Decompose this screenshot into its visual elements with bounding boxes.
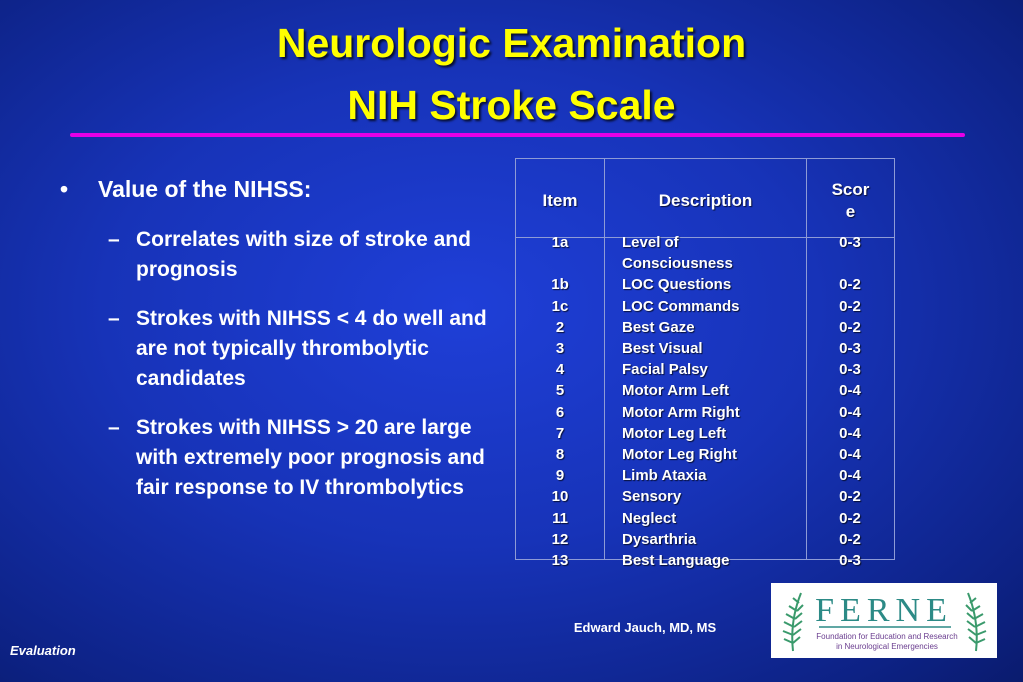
cell-item: 6 <box>555 403 565 421</box>
cell-description: Best Language <box>622 552 730 570</box>
cell-score: 0-2 <box>839 276 861 294</box>
table-row <box>516 380 894 401</box>
header-description: Description <box>658 191 753 210</box>
table-row <box>516 296 894 317</box>
cell-score: 0-2 <box>839 530 861 548</box>
sub-bullet-text: Strokes with NIHSS > 20 are large with extremely poor prognosis and fair response to IV thrombolytics <box>136 416 485 499</box>
cell-item: 13 <box>551 552 569 570</box>
table-row <box>516 274 894 295</box>
header-score: Scor e <box>831 180 870 221</box>
cell-description: Motor Leg Right <box>622 446 737 464</box>
slide-title-line2: NIH Stroke Scale <box>347 82 676 128</box>
cell-description: Best Visual <box>622 340 703 358</box>
cell-description: Motor Leg Left <box>622 424 727 442</box>
cell-description: Neglect <box>622 509 677 527</box>
cell-score: 0-2 <box>839 509 861 527</box>
slide-title-line1: Neurologic Examination <box>276 20 747 66</box>
cell-item: 5 <box>555 382 565 400</box>
cell-description: Motor Arm Left <box>622 382 729 400</box>
table-row <box>516 465 894 486</box>
sub-bullet-text: Correlates with size of stroke and prognosis <box>136 228 471 281</box>
cell-description: Dysarthria <box>622 530 697 548</box>
logo-tagline-2: in Neurological Emergencies <box>836 642 938 651</box>
cell-score: 0-3 <box>839 234 861 251</box>
sub-bullet-2 <box>60 304 500 394</box>
cell-item: 4 <box>555 361 565 379</box>
cell-description: LOC Commands <box>622 297 740 315</box>
cell-score: 0-2 <box>839 488 861 506</box>
cell-description: Limb Ataxia <box>622 467 707 485</box>
cell-item: 8 <box>555 446 565 464</box>
table-row <box>516 402 894 423</box>
cell-score: 0-4 <box>839 382 861 400</box>
footer-section-label: Evaluation <box>10 643 76 658</box>
cell-score: 0-4 <box>839 446 861 464</box>
table-row <box>516 550 894 571</box>
bullet-dot: • <box>60 176 69 202</box>
cell-item: 10 <box>551 488 569 506</box>
author-credit: Edward Jauch, MD, MS <box>573 620 717 635</box>
dash-marker: – <box>108 416 120 439</box>
cell-description: Sensory <box>622 488 682 506</box>
cell-item: 7 <box>555 424 565 442</box>
cell-description: Facial Palsy <box>622 361 708 379</box>
sub-bullet-3 <box>60 413 500 503</box>
table-row <box>516 317 894 338</box>
table-row <box>516 508 894 529</box>
table-row <box>516 338 894 359</box>
cell-description: Best Gaze <box>622 318 695 336</box>
cell-score: 0-4 <box>839 424 861 442</box>
bullet-main <box>60 172 500 206</box>
header-item: Item <box>542 191 578 210</box>
cell-description: Level of Consciousness <box>622 234 733 273</box>
fern-leaf-icon <box>771 583 997 658</box>
cell-score: 0-2 <box>839 297 861 315</box>
logo-tagline-1: Foundation for Education and Research <box>816 632 958 641</box>
cell-score: 0-3 <box>839 361 861 379</box>
nihss-table <box>515 158 895 570</box>
cell-score: 0-2 <box>839 318 861 336</box>
table-row <box>516 359 894 380</box>
dash-marker: – <box>108 307 120 330</box>
cell-item: 2 <box>555 318 565 336</box>
bullet-main-text: Value of the NIHSS: <box>98 176 312 202</box>
cell-item: 11 <box>552 509 568 527</box>
table-row <box>516 444 894 465</box>
table-row <box>516 232 894 274</box>
cell-item: 12 <box>551 530 569 548</box>
cell-item: 1b <box>551 276 569 294</box>
cell-description: LOC Questions <box>622 276 732 294</box>
sub-bullet-1 <box>60 225 500 285</box>
cell-item: 9 <box>555 467 565 485</box>
sub-bullet-text: Strokes with NIHSS < 4 do well and are not typically thrombolytic candidates <box>136 307 487 390</box>
cell-description: Motor Arm Right <box>622 403 740 421</box>
bullet-list <box>60 172 500 503</box>
dash-marker: – <box>108 228 120 251</box>
table-row <box>516 486 894 507</box>
table-row <box>516 423 894 444</box>
table-body <box>516 232 894 571</box>
cell-score: 0-4 <box>839 467 861 485</box>
ferne-logo <box>771 583 997 658</box>
cell-item: 1a <box>551 234 569 251</box>
cell-score: 0-3 <box>839 552 861 570</box>
cell-item: 1c <box>551 297 569 315</box>
cell-score: 0-3 <box>839 340 861 358</box>
title-divider <box>70 133 965 137</box>
logo-wordmark: FERNE <box>815 592 953 629</box>
cell-item: 3 <box>555 340 565 358</box>
table-row <box>516 529 894 550</box>
cell-score: 0-4 <box>839 403 861 421</box>
